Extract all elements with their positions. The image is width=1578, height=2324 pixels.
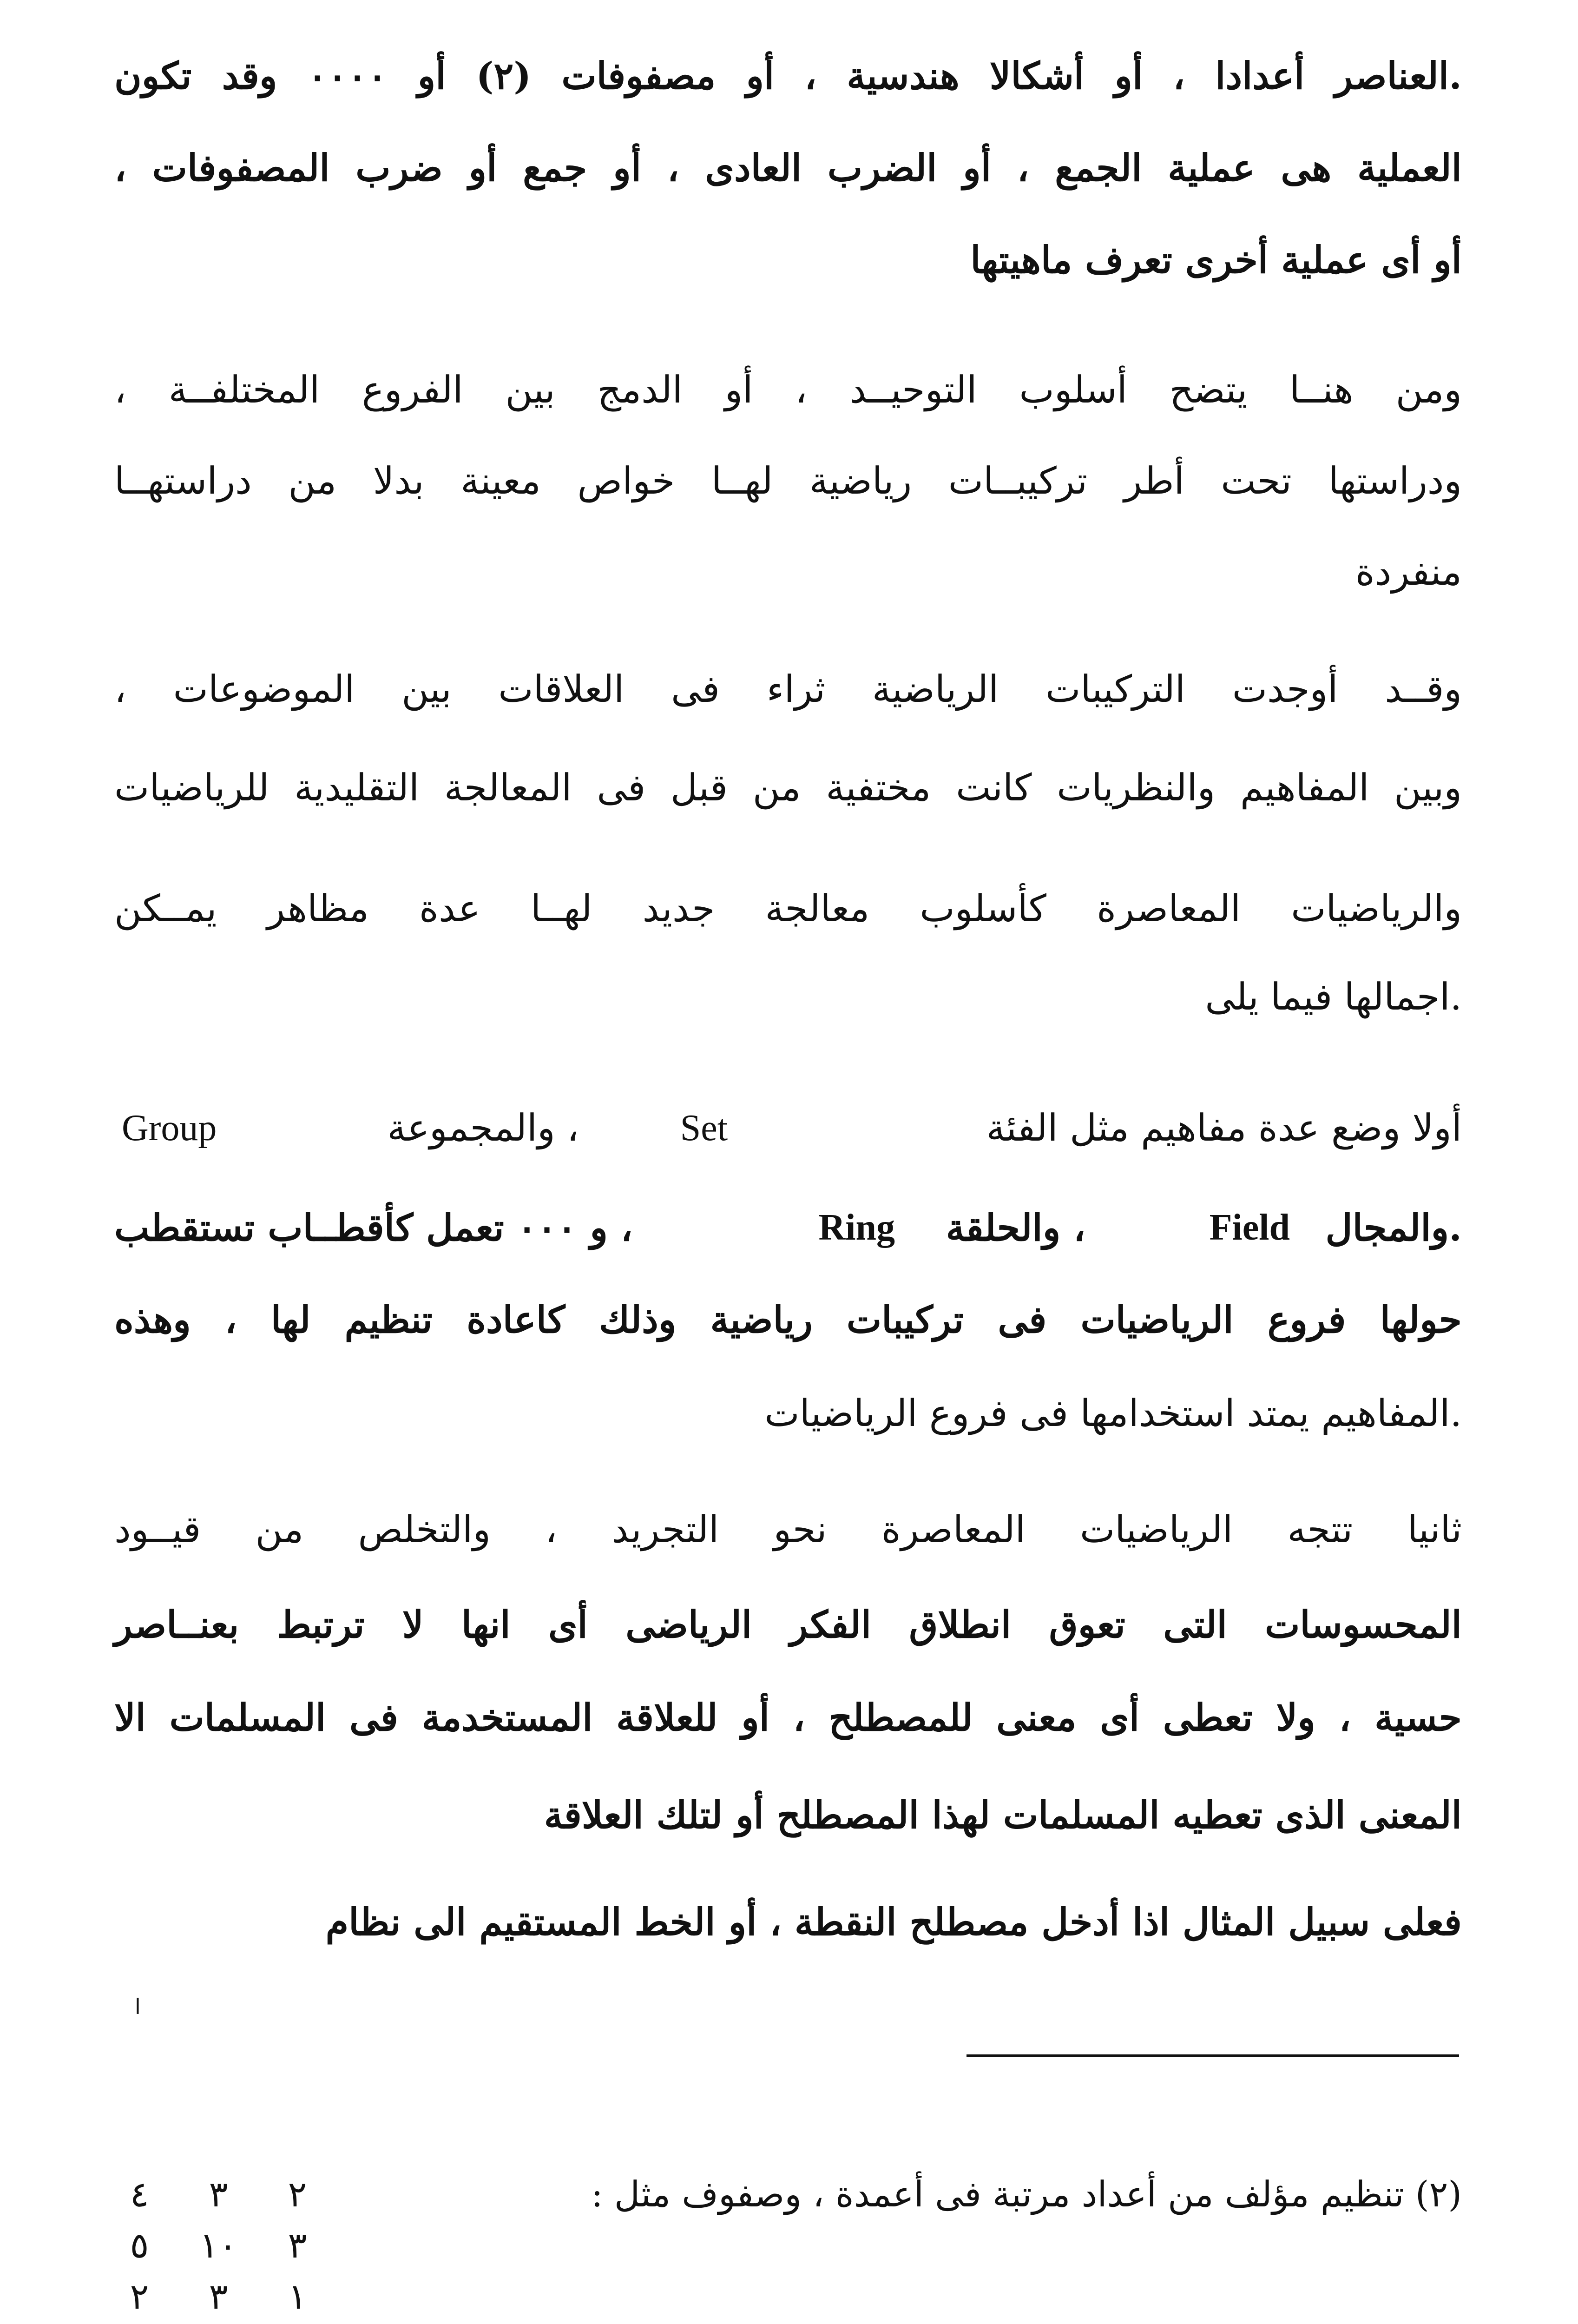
paragraph-1-line-1: .العناصر أعدادا ، أو أشكالا هندسية ، أو مصفوفات (٢) أو ٠٠٠٠ وقد تكون bbox=[114, 54, 1462, 98]
paragraph-2-line-3: منفردة bbox=[1355, 550, 1462, 594]
matrix-cell: ٣ bbox=[209, 2173, 228, 2215]
matrix-cell: ٣ bbox=[288, 2225, 307, 2266]
paragraph-5-line-2-part-1: .والمجال bbox=[1325, 1206, 1462, 1249]
paragraph-5-line-1-part-2: ، والمجموعة bbox=[387, 1106, 579, 1149]
matrix-cell: ١ bbox=[288, 2276, 307, 2317]
term-group: Group bbox=[122, 1108, 217, 1149]
matrix-cell: ١٠ bbox=[199, 2225, 237, 2266]
paragraph-7-line-1: فعلى سبيل المثال اذا أدخل مصطلح النقطة ، أو الخط المستقيم الى نظام bbox=[325, 1900, 1462, 1944]
stray-mark: ا bbox=[135, 1994, 141, 2019]
matrix-cell: ٢ bbox=[130, 2276, 149, 2317]
matrix-cell: ٥ bbox=[130, 2225, 149, 2266]
paragraph-5-line-3: حولها فروع الرياضيات فى تركيبات رياضية وذلك كاعادة تنظيم لها ، وهذه bbox=[114, 1298, 1462, 1341]
matrix-cell: ٢ bbox=[288, 2173, 307, 2215]
paragraph-3-line-1: وقــد أوجدت التركيبات الرياضية ثراء فى العلاقات بين الموضوعات ، bbox=[114, 667, 1462, 711]
paragraph-2-line-2: ودراستها تحت أطر تركيبــات رياضية لهــا خواص معينة بدلا من دراستهــا bbox=[114, 459, 1462, 502]
paragraph-5-line-2 bbox=[114, 1202, 1462, 1253]
matrix-row-3 bbox=[112, 2271, 353, 2322]
paragraph-6-line-3: حسية ، ولا تعطى أى معنى للمصطلح ، أو للعلاقة المستخدمة فى المسلمات الا bbox=[114, 1696, 1462, 1739]
paragraph-1-line-2: العملية هى عملية الجمع ، أو الضرب العادى ، أو جمع أو ضرب المصفوفات ، bbox=[114, 146, 1462, 190]
paragraph-5-line-4: .المفاهيم يمتد استخدامها فى فروع الرياضيات bbox=[764, 1392, 1462, 1435]
paragraph-1-line-3: أو أى عملية أخرى تعرف ماهيتها bbox=[970, 238, 1462, 282]
paragraph-6-line-1: ثانيا تتجه الرياضيات المعاصرة نحو التجريد ، والتخلص من قيــود bbox=[114, 1508, 1462, 1551]
term-set: Set bbox=[680, 1108, 728, 1149]
footnote-text: (٢) تنظيم مؤلف من أعداد مرتبة فى أعمدة ، وصفوف مثل : bbox=[591, 2173, 1462, 2215]
matrix-cell: ٤ bbox=[130, 2173, 149, 2215]
term-ring: Ring bbox=[818, 1207, 895, 1248]
paragraph-5-line-1-part-1: أولا وضع عدة مفاهيم مثل الفئة bbox=[986, 1106, 1462, 1149]
paragraph-5-line-1 bbox=[114, 1103, 1462, 1154]
paragraph-5-line-2-part-2: ، والحلقة bbox=[946, 1206, 1085, 1249]
matrix-row-1 bbox=[112, 2169, 353, 2220]
paragraph-3-line-2: وبين المفاهيم والنظريات كانت مختفية من قبل فى المعالجة التقليدية للرياضيات bbox=[114, 766, 1462, 809]
paragraph-4-line-1: والرياضيات المعاصرة كأسلوب معالجة جديد لهــا عدة مظاهر يمــكن bbox=[114, 887, 1462, 930]
paragraph-6-line-2: المحسوسات التى تعوق انطلاق الفكر الرياضى أى انها لا ترتبط بعنــاصر bbox=[114, 1603, 1462, 1646]
matrix-row-2 bbox=[112, 2220, 353, 2271]
paragraph-2-line-1: ومن هنــا يتضح أسلوب التوحيــد ، أو الدمج بين الفروع المختلفــة ، bbox=[114, 368, 1462, 411]
term-field: Field bbox=[1209, 1207, 1290, 1248]
paragraph-4-line-2: .اجمالها فيما يلى bbox=[1205, 975, 1462, 1018]
matrix-cell: ٣ bbox=[209, 2276, 228, 2317]
paragraph-5-line-2-part-3: ، و ٠٠٠ تعمل كأقطــاب تستقطب bbox=[114, 1206, 633, 1249]
footnote-rule bbox=[967, 2054, 1459, 2057]
paragraph-6-line-4: المعنى الذى تعطيه المسلمات لهذا المصطلح أو لتلك العلاقة bbox=[544, 1793, 1462, 1837]
